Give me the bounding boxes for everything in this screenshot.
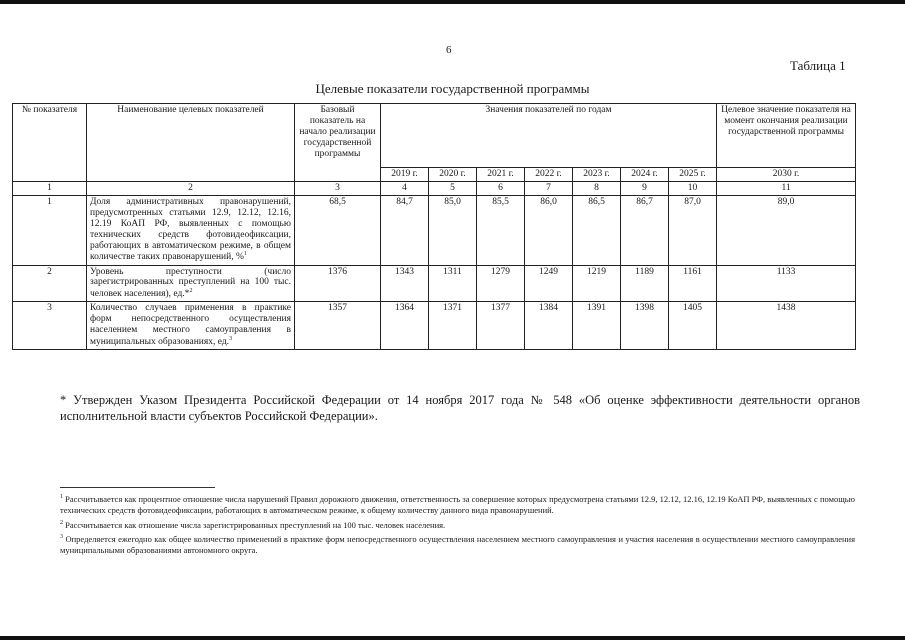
value-2020: 85,0 <box>429 195 477 265</box>
footnote-divider <box>60 487 215 488</box>
value-2020: 1371 <box>429 302 477 350</box>
target-value: 1133 <box>717 265 856 302</box>
column-number: 1 <box>13 181 87 195</box>
target-value: 1438 <box>717 302 856 350</box>
target-value: 89,0 <box>717 195 856 265</box>
value-2022: 1249 <box>525 265 573 302</box>
header-name: Наименование целевых показателей <box>87 104 295 182</box>
row-number: 3 <box>13 302 87 350</box>
header-row <box>13 104 856 168</box>
footnote-item <box>60 519 855 531</box>
table-row <box>13 195 856 265</box>
footnote-mark: 2 <box>189 288 193 295</box>
column-number: 9 <box>621 181 669 195</box>
column-number: 4 <box>381 181 429 195</box>
value-2021: 1279 <box>477 265 525 302</box>
base-value: 1357 <box>295 302 381 350</box>
column-number: 5 <box>429 181 477 195</box>
value-2022: 1384 <box>525 302 573 350</box>
footnote-item <box>60 533 855 557</box>
header-target: Целевое значение показателя на момент окончания реализации государственной программы <box>717 104 856 168</box>
table-row <box>13 265 856 302</box>
footnote-number: 1 <box>60 494 63 500</box>
header-base: Базовый показатель на начало реализации государственной программы <box>295 104 381 182</box>
footnote-text: Рассчитывается как отношение числа зарегистрированных преступлений на 100 тыс. человек населения. <box>65 519 446 530</box>
value-2023: 1391 <box>573 302 621 350</box>
indicator-name <box>87 302 295 350</box>
value-2019: 1364 <box>381 302 429 350</box>
row-number: 1 <box>13 195 87 265</box>
year-2025: 2025 г. <box>669 168 717 182</box>
base-value: 1376 <box>295 265 381 302</box>
value-2021: 85,5 <box>477 195 525 265</box>
table-label: Таблица 1 <box>790 58 846 73</box>
footnote-text: Определяется ежегодно как общее количество применений в практике форм непосредственного осуществления населением местного самоуправления и участия населения в осуществлении местного самоуправления муниципальными образованиями автономного округа. <box>60 533 855 556</box>
value-2020: 1311 <box>429 265 477 302</box>
value-2023: 1219 <box>573 265 621 302</box>
column-number: 8 <box>573 181 621 195</box>
year-2023: 2023 г. <box>573 168 621 182</box>
header-values: Значения показателей по годам <box>381 104 717 168</box>
value-2021: 1377 <box>477 302 525 350</box>
year-2020: 2020 г. <box>429 168 477 182</box>
year-2021: 2021 г. <box>477 168 525 182</box>
value-2025: 87,0 <box>669 195 717 265</box>
table-row <box>13 302 856 350</box>
year-2022: 2022 г. <box>525 168 573 182</box>
scan-border-bottom <box>0 636 905 640</box>
value-2019: 1343 <box>381 265 429 302</box>
indicator-name <box>87 195 295 265</box>
footnote-item <box>60 493 855 517</box>
column-number: 3 <box>295 181 381 195</box>
column-number: 10 <box>669 181 717 195</box>
row-number: 2 <box>13 265 87 302</box>
header-number: № показателя <box>13 104 87 182</box>
footnote-text: Рассчитывается как процентное отношение числа нарушений Правил дорожного движения, ответственность за совершение которых предусмотрена статьями 12.9, 12.12, 12.16, 12.19 КоАП РФ, выявленных с помощью технических средств фотовидеофиксации, работающих в автоматическом режиме, к общему количеству данного вида правонарушений. <box>60 493 855 516</box>
targets-table <box>12 103 856 350</box>
base-value: 68,5 <box>295 195 381 265</box>
scan-border-top <box>0 0 905 4</box>
column-number-row <box>13 181 856 195</box>
value-2019: 84,7 <box>381 195 429 265</box>
decree-note: * Утвержден Указом Президента Российской Федерации от 14 ноября 2017 года № 548 «Об оценке эффективности деятельности органов исполнительной власти субъектов Российской Федерации». <box>60 393 860 424</box>
value-2024: 86,7 <box>621 195 669 265</box>
value-2022: 86,0 <box>525 195 573 265</box>
column-number: 2 <box>87 181 295 195</box>
value-2024: 1189 <box>621 265 669 302</box>
page-number: 6 <box>446 44 452 56</box>
value-2023: 86,5 <box>573 195 621 265</box>
footnote-mark: 1 <box>243 251 247 258</box>
value-2025: 1405 <box>669 302 717 350</box>
footnote-number: 3 <box>60 534 63 541</box>
column-number: 6 <box>477 181 525 195</box>
footnote-number: 2 <box>60 519 63 526</box>
year-2024: 2024 г. <box>621 168 669 182</box>
indicator-text: Доля административных правонарушений, предусмотренных статьями 12.9, 12.12, 12.16, 12.19 КоАП РФ, выявленных с помощью технических средств фотовидеофиксации, работающих в автоматическом режиме, в общем количестве таких правонарушений, % <box>90 196 291 263</box>
column-number: 11 <box>717 181 856 195</box>
value-2025: 1161 <box>669 265 717 302</box>
year-2019: 2019 г. <box>381 168 429 182</box>
footnotes <box>60 493 855 559</box>
column-number: 7 <box>525 181 573 195</box>
value-2024: 1398 <box>621 302 669 350</box>
indicator-text: Уровень преступности (число зарегистрированных преступлений на 100 тыс. человек населения), ед.* <box>90 266 291 300</box>
indicator-name <box>87 265 295 302</box>
target-year: 2030 г. <box>717 168 856 182</box>
document-title: Целевые показатели государственной программы <box>315 81 590 96</box>
indicator-text: Количество случаев применения в практике форм непосредственного осуществления населением местного самоуправления в муниципальных образованиях, ед. <box>90 303 291 348</box>
footnote-mark: 3 <box>229 336 233 343</box>
